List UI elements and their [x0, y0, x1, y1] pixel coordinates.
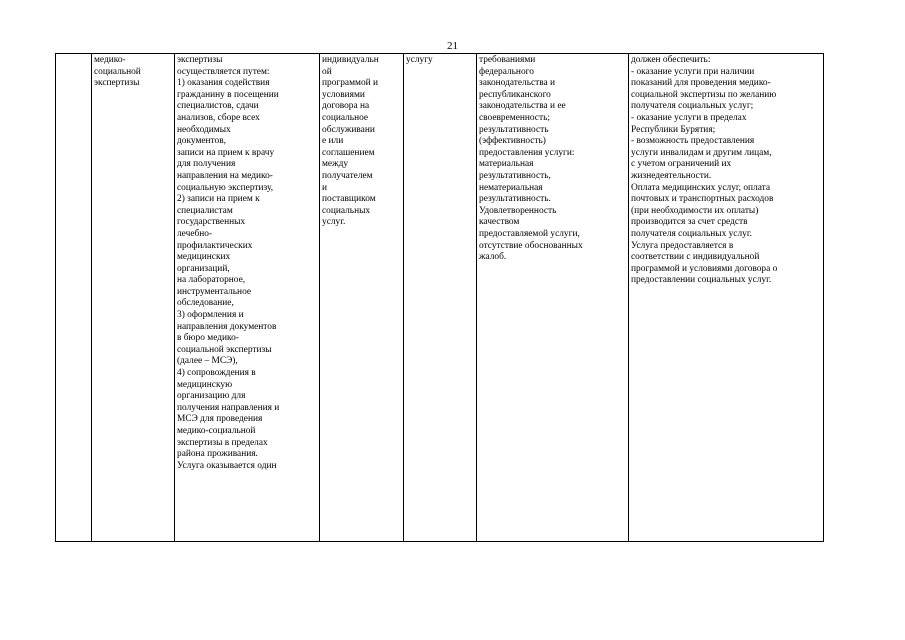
cell-text-line: с учетом ограничений их [631, 159, 732, 170]
cell-text-line: условиями [322, 89, 365, 100]
cell-text-line: для получения [177, 159, 236, 170]
cell-text-line: услуги инвалидам и другим лицам, [631, 147, 772, 158]
cell-text-line: 3) оформления и [177, 310, 244, 321]
cell-text-line: программой и условиями договора о [631, 263, 778, 274]
page-number: 21 [447, 40, 458, 52]
cell-text-line: направления на медико- [177, 170, 273, 181]
cell-text-line: 2) записи на прием к [177, 194, 260, 205]
cell-text-line: предоставления услуги: [479, 147, 575, 158]
cell-text-line: результативность. [479, 194, 551, 205]
cell-text-line: Оплата медицинских услуг, оплата [631, 182, 771, 193]
cell-text-line: ой [322, 66, 332, 77]
cell-text-line: - оказание услуги при наличии [631, 66, 755, 77]
cell-text-line: (далее – МСЭ), [177, 356, 238, 367]
cell-text-line: жалоб. [479, 252, 507, 263]
cell-text-line: должен обеспечить: [631, 55, 711, 65]
cell-text-line: законодательства и ее [479, 101, 566, 112]
cell-text-line: записи на прием к врачу [177, 147, 275, 158]
cell-text-line: договора на [322, 101, 370, 112]
cell-text-line: документов, [177, 136, 226, 147]
cell-text-line: направления документов [177, 321, 277, 332]
cell-text-line: результативность, [479, 170, 551, 181]
cell-text-line: результативность [479, 124, 549, 135]
cell-text-line: материальная [479, 159, 534, 170]
table-row [56, 54, 824, 542]
cell-text-line: получения направления и [177, 402, 280, 413]
cell-text-line: качеством [479, 217, 520, 228]
cell-text-line: поставщиком [322, 194, 376, 205]
cell-text-line: организацию для [177, 391, 246, 402]
cell-text-line: показаний для проведения медико- [631, 78, 771, 89]
cell-text-line: программой и [322, 78, 379, 89]
cell-text-line: жизнедеятельности. [631, 170, 712, 181]
cell-text-line: услугу [406, 55, 433, 65]
cell-text-line: Удовлетворенность [479, 205, 557, 216]
cell-text-line: медико-социальной [177, 426, 256, 436]
cell-text-line: медико- [94, 55, 126, 65]
services-table [55, 53, 824, 542]
cell-text-line: медицинских [177, 252, 231, 263]
cell-text-line: 1) оказания содействия [177, 78, 270, 89]
cell-text-line: между [322, 159, 349, 170]
cell-text-line: Услуга предоставляется в [631, 240, 734, 251]
table-cell-number [56, 54, 92, 542]
cell-text-line: федерального [479, 66, 534, 77]
cell-text-line: обслуживани [322, 124, 375, 135]
cell-text-line: осуществляется путем: [177, 66, 270, 77]
cell-text-line: требованиями [479, 55, 536, 65]
cell-text-line: профилактических [177, 240, 253, 251]
cell-text-line: (эффективность) [479, 136, 546, 147]
cell-text-line: 4) сопровождения в [177, 368, 256, 379]
cell-text-line: инструментальное [177, 286, 252, 297]
table-cell-service-name [92, 54, 175, 542]
cell-text-line: Услуга оказывается один [177, 460, 277, 471]
cell-text-line: - возможность предоставления [631, 136, 755, 147]
cell-text-line: и [322, 182, 328, 193]
cell-text-line: производится за счет средств [631, 217, 748, 228]
cell-text-line: отсутствие обоснованных [479, 240, 583, 251]
cell-text-line: своевременность; [479, 112, 550, 123]
cell-text-line: лечебно- [177, 228, 213, 239]
cell-text-line: необходимых [177, 124, 231, 135]
cell-text-line: нематериальная [479, 182, 543, 193]
cell-text-line: социальное [322, 112, 369, 123]
table-cell-quality-indicators [477, 54, 629, 542]
cell-text-line: социальной экспертизы [177, 344, 272, 355]
cell-text-line: экспертизы [94, 78, 140, 89]
cell-text-line: экспертизы [177, 55, 223, 65]
cell-text-line: почтовых и транспортных расходов [631, 194, 774, 205]
cell-text-line: получателя социальных услуг. [631, 228, 752, 239]
cell-text-line: законодательства и [479, 78, 556, 89]
cell-text-line: Республики Бурятия; [631, 124, 716, 135]
cell-text-line: предоставляемой услуги, [479, 228, 580, 239]
cell-text-line: услуг. [322, 217, 346, 228]
table-cell-service-description [175, 54, 320, 542]
table-cell-timing [404, 54, 477, 542]
cell-text-line: специалистам [177, 205, 233, 216]
cell-text-line: социальной экспертизы по желанию [631, 89, 777, 100]
cell-text-line: в бюро медико- [177, 333, 239, 344]
cell-text-line: индивидуальн [322, 55, 379, 65]
cell-text-line: - оказание услуги в пределах [631, 112, 747, 123]
table-cell-conditions [629, 54, 824, 542]
cell-text-line: экспертизы в пределах [177, 437, 268, 448]
cell-text-line: на лабораторное, [177, 275, 246, 286]
cell-text-line: социальных [322, 205, 371, 216]
cell-text-line: получателя социальных услуг; [631, 101, 754, 112]
cell-text-line: МСЭ для проведения [177, 414, 263, 425]
cell-text-line: государственных [177, 217, 246, 228]
cell-text-line: медицинскую [177, 379, 233, 390]
cell-text-line: (при необходимости их оплаты) [631, 205, 759, 216]
cell-text-line: анализов, сборе всех [177, 112, 260, 123]
cell-text-line: е или [322, 136, 344, 147]
cell-text-line: соответствии с индивидуальной [631, 252, 760, 263]
cell-text-line: организаций, [177, 263, 230, 274]
cell-text-line: получателем [322, 170, 373, 181]
cell-text-line: социальной [94, 66, 141, 77]
cell-text-line: гражданину в посещении [177, 89, 279, 100]
cell-text-line: обследование, [177, 298, 234, 309]
cell-text-line: республиканского [479, 89, 551, 100]
cell-text-line: соглашением [322, 147, 375, 158]
cell-text-line: специалистов, сдачи [177, 101, 259, 112]
cell-text-line: социальную экспертизу, [177, 182, 274, 193]
table-cell-volume [320, 54, 404, 542]
cell-text-line: предоставлении социальных услуг. [631, 275, 772, 286]
cell-text-line: района проживания. [177, 449, 258, 460]
